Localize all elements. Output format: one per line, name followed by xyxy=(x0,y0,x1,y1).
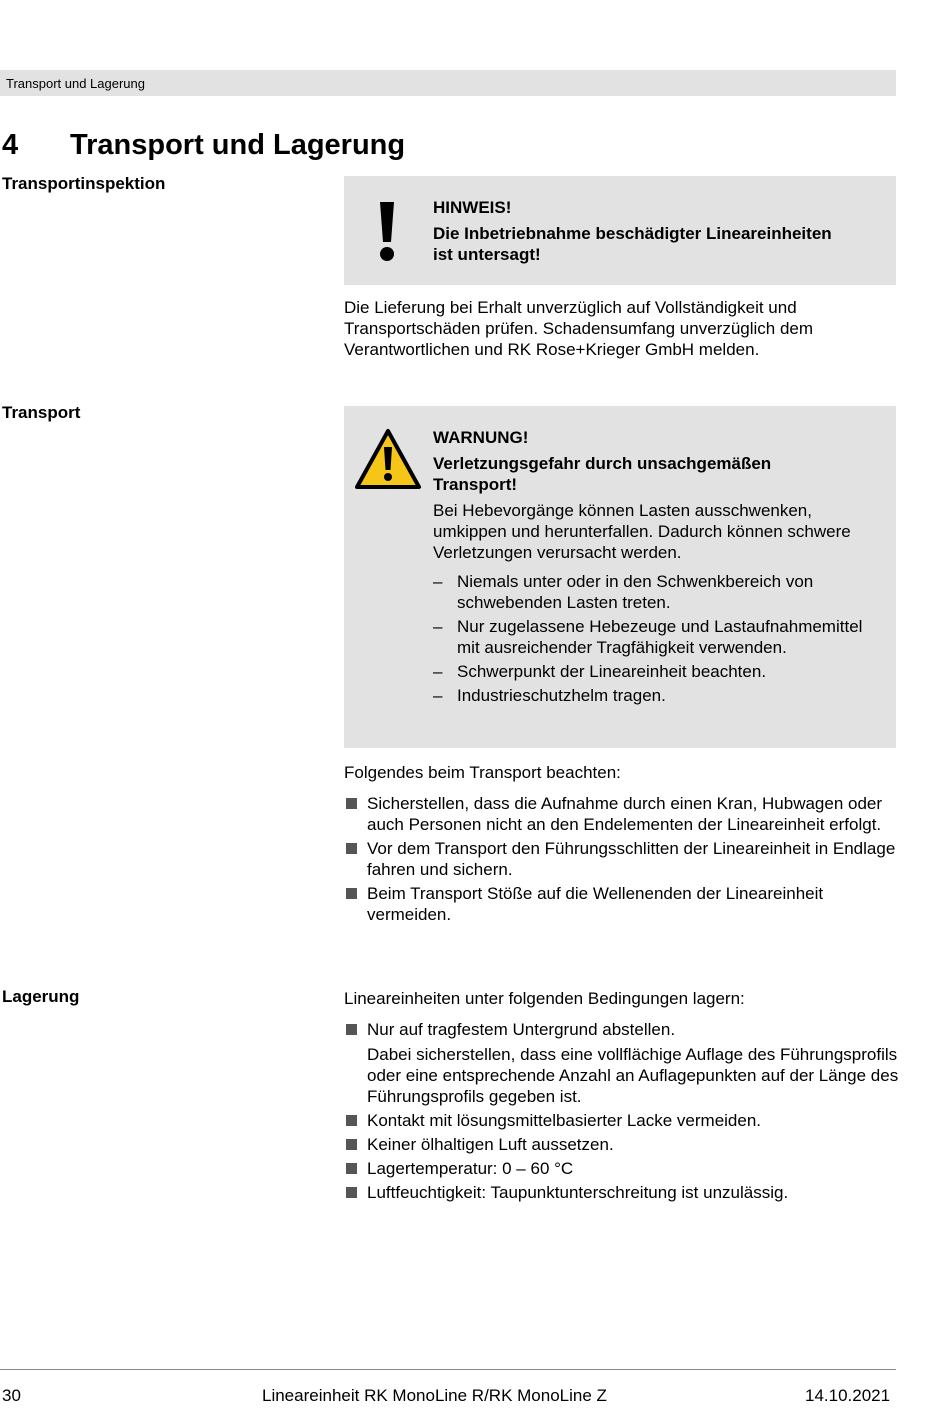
warning-subtitle: Verletzungsgefahr durch unsachgemäßen Transport! xyxy=(433,454,772,494)
list-item: Keiner ölhaltigen Luft aussetzen. xyxy=(344,1134,900,1155)
list-item: – Industrieschutzhelm tragen. xyxy=(433,685,866,706)
list-item: Vor dem Transport den Führungsschlitten der Lineareinheit in Endlage fahren und sichern. xyxy=(344,838,900,880)
running-header xyxy=(0,70,896,96)
chapter-number: 4 xyxy=(2,129,19,161)
inspection-paragraph: Die Lieferung bei Erhalt unverzüglich auf Vollständigkeit und Transportschäden prüfen. Schadensumfang unverzüglich dem Verantwortlichen und RK Rose+Krieger GmbH melden. xyxy=(344,298,814,359)
list-item: – Niemals unter oder in den Schwenkbereich von schwebenden Lasten treten. xyxy=(433,571,866,613)
exclamation-icon xyxy=(374,200,400,264)
notice-box xyxy=(344,176,896,285)
warning-triangle-icon xyxy=(353,427,423,491)
footer-product: Lineareinheit RK MonoLine R/RK MonoLine Z xyxy=(262,1386,607,1405)
list-item: Kontakt mit lösungsmittelbasierter Lacke vermeiden. xyxy=(344,1110,900,1131)
list-item-text: Nur auf tragfestem Untergrund abstellen. xyxy=(367,1020,676,1039)
chapter-title: Transport und Lagerung xyxy=(70,129,406,161)
lagerung-section xyxy=(344,988,900,1206)
page-number: 30 xyxy=(2,1386,21,1405)
transport-intro: Folgendes beim Transport beachten: xyxy=(344,763,621,782)
list-item: Beim Transport Stöße auf die Wellenenden der Lineareinheit vermeiden. xyxy=(344,883,900,925)
warning-box xyxy=(344,406,896,748)
list-item: Sicherstellen, dass die Aufnahme durch einen Kran, Hubwagen oder auch Personen nicht an den Endelementen der Lineareinheit erfolgt. xyxy=(344,793,900,835)
transport-section xyxy=(344,762,900,928)
list-item: – Nur zugelassene Hebezeuge und Lastaufnahmemittel mit ausreichender Tragfähigkeit verwenden. xyxy=(433,616,866,658)
footer-date: 14.10.2021 xyxy=(805,1386,891,1405)
warning-list xyxy=(433,571,866,706)
list-item: Luftfeuchtigkeit: Taupunktunterschreitung ist unzulässig. xyxy=(344,1182,900,1203)
notice-title: HINWEIS! xyxy=(433,198,512,217)
list-item-detail: Dabei sicherstellen, dass eine vollflächige Auflage des Führungsprofils oder eine entsprechende Anzahl an Auflagepunkten auf der Länge des Führungsprofils gegeben ist. xyxy=(367,1045,899,1106)
chapter-heading xyxy=(2,129,405,162)
running-header-title: Transport und Lagerung xyxy=(6,76,146,91)
warning-title: WARNUNG! xyxy=(433,428,529,447)
footer-divider xyxy=(0,1369,896,1370)
notice-text: Die Inbetriebnahme beschädigter Lineareinheiten ist untersagt! xyxy=(433,224,832,264)
section-label-lagerung: Lagerung xyxy=(2,987,80,1006)
section-label-transport: Transport xyxy=(2,403,81,422)
transport-list xyxy=(344,793,900,925)
list-item: Lagertemperatur: 0 – 60 °C xyxy=(344,1158,900,1179)
warning-text: Bei Hebevorgänge können Lasten ausschwenken, umkippen und herunterfallen. Dadurch können schwere Verletzungen verursacht werden. xyxy=(433,501,851,562)
lagerung-list xyxy=(344,1019,900,1203)
list-item: – Schwerpunkt der Lineareinheit beachten. xyxy=(433,661,866,682)
lagerung-intro: Lineareinheiten unter folgenden Bedingungen lagern: xyxy=(344,989,745,1008)
list-item xyxy=(344,1019,900,1107)
section-label-inspektion: Transportinspektion xyxy=(2,174,166,193)
